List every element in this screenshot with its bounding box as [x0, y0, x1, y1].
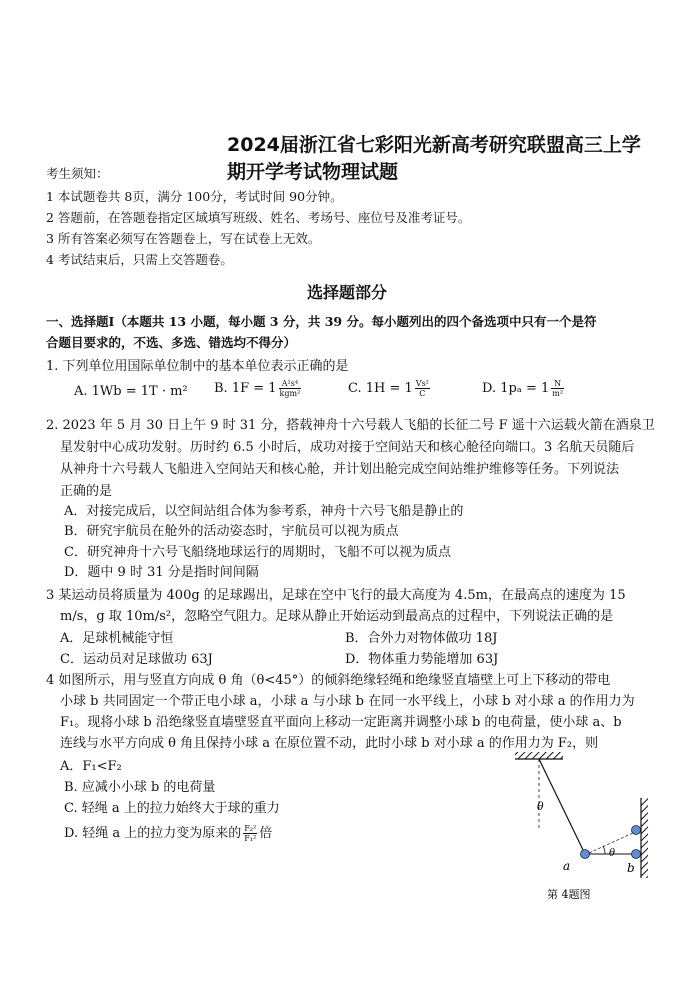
q1-option-b: [214, 379, 303, 398]
q4-stem: F₁。现将小球 b 沿绝缘竖直墙壁竖直平面向上移动一定距离并调整小球 b 的电荷量，使小球 a、b: [60, 715, 622, 730]
q4-option-d-suffix: 倍: [259, 826, 273, 841]
fraction-numerator: A²s⁴: [279, 379, 302, 389]
part1-instructions: 一、选择题Ⅰ（本题共 13 小题，每小题 3 分，共 39 分。每小题列出的四个备选项中只有一个是符: [46, 314, 597, 329]
q1-option-b-fraction: [279, 379, 302, 398]
q1-option-a-text: A. 1Wb = 1T · m²: [74, 384, 188, 399]
ball-a-label: a: [563, 859, 571, 873]
q3-option-a: A．足球机械能守恒: [60, 631, 174, 646]
q4-option-d-fraction: [243, 824, 257, 843]
q4-option-a: A．F₁<F₂: [60, 759, 122, 774]
q4-option-d-text: D. 轻绳 a 上的拉力变为原来的: [64, 826, 242, 841]
q1-option-b-text: B. 1F = 1: [214, 381, 277, 396]
notice-item: 2 答题前，在答题卷指定区域填写班级、姓名、考场号、座位号及准考证号。: [46, 210, 471, 225]
q1-option-a: [74, 384, 188, 399]
q2-stem: 星发射中心成功发射。历时约 6.5 小时后，成功对接于空间站天和核心舱径向端口。3 名航天员随后: [60, 440, 635, 455]
q3-stem: 3 某运动员将质量为 400g 的足球踢出，足球在空中飞行的最大高度为 4.5m，在最高点的速度为 15: [46, 588, 626, 603]
q1-option-c-text: C. 1H = 1: [348, 381, 413, 396]
ceiling-hatch: [515, 752, 563, 759]
figure-caption: 第 4题图: [547, 888, 591, 901]
q2-option-c: C．研究神舟十六号飞船绕地球运行的周期时，飞船不可以视为质点: [64, 545, 451, 560]
fraction-numerator: F₂²: [244, 824, 257, 833]
q4-stem: 小球 b 共同固定一个带正电小球 a，小球 a 与小球 b 在同一水平线上，小球 b 对小球 a 的作用力为: [60, 694, 635, 709]
q4-option-b: B. 应减小小球 b 的电荷量: [64, 780, 216, 795]
q4-option-d: [64, 822, 272, 843]
notice-item: 1 本试题卷共 8页，满分 100分，考试时间 90分钟。: [46, 189, 343, 204]
q4-figure: [505, 750, 665, 905]
q3-option-c: C．运动员对足球做功 63J: [60, 652, 213, 667]
q1-option-d-text: D. 1pₐ = 1: [482, 381, 550, 396]
exam-title-line2: 期开学考试物理试题: [227, 161, 399, 183]
q2-stem: 2. 2023 年 5 月 30 日上午 9 时 31 分，搭载神舟十六号载人飞船的长征二号 F 遥十六运载火箭在酒泉卫: [46, 418, 655, 433]
fraction-denominator: kgm²: [279, 389, 301, 398]
theta-arc: [603, 846, 605, 854]
q2-stem: 正确的是: [60, 484, 113, 499]
q1-option-c-fraction: [415, 379, 430, 398]
q2-option-b: B．研究宇航员在舱外的活动姿态时，宇航员可以视为质点: [64, 524, 399, 539]
theta-label-bottom: θ: [609, 848, 616, 859]
notice-item: 3 所有答案必须写在答题卷上，写在试卷上无效。: [46, 231, 321, 246]
ball-b-label: b: [627, 861, 635, 875]
fraction-numerator: Vs²: [415, 379, 429, 388]
q1-option-c: [348, 379, 432, 398]
part1-instructions: 合题目要求的，不选、多选、错选均不得分）: [46, 335, 297, 350]
q3-option-d: D．物体重力势能增加 63J: [345, 652, 499, 667]
notice-item: 4 考试结束后，只需上交答题卷。: [46, 252, 233, 267]
notice-heading: 考生须知：: [46, 166, 109, 181]
rope-line: [539, 759, 585, 854]
fraction-denominator: F₁²: [244, 834, 257, 843]
q1-option-d-fraction: [551, 379, 564, 398]
q3-stem: m/s，g 取 10m/s²，忽略空气阻力。足球从静止开始运动到最高点的过程中，下列说法正确的是: [60, 609, 614, 624]
q3-option-b: B．合外力对物体做功 18J: [345, 631, 498, 646]
fraction-denominator: C: [419, 389, 426, 398]
section-title: 选择题部分: [307, 283, 388, 302]
theta-label-top: θ: [537, 800, 544, 813]
exam-title-line1: 2024届浙江省七彩阳光新高考研究联盟高三上学: [227, 134, 641, 156]
q1-stem: 1. 下列单位用国际单位制中的基本单位表示正确的是: [46, 359, 349, 374]
q4-option-c: C. 轻绳 a 上的拉力始终大于球的重力: [64, 801, 280, 816]
fraction-numerator: N: [551, 379, 564, 389]
q2-option-a: A．对接完成后，以空间站组合体为参考系，神舟十六号飞船是静止的: [64, 504, 464, 519]
fraction-denominator: m²: [552, 389, 564, 398]
wall-hatch: [641, 798, 648, 878]
ball-b-upper: [632, 826, 641, 835]
ball-b: [632, 850, 641, 859]
q4-stem: 连线与水平方向成 θ 角且保持小球 a 在原位置不动，此时小球 b 对小球 a 的作用力为 F₂，则: [60, 736, 599, 751]
ball-a: [581, 850, 590, 859]
q1-option-d: [482, 379, 566, 398]
q4-stem: 4 如图所示，用与竖直方向成 θ 角（θ<45°）的倾斜绝缘轻绳和绝缘竖直墙壁上可上下移动的带电: [46, 673, 611, 688]
q2-stem: 从神舟十六号载人飞船进入空间站天和核心舱，并计划出舱完成空间站维护维修等任务。下列说法: [60, 462, 620, 477]
q2-option-d: D．题中 9 时 31 分是指时间间隔: [64, 565, 259, 580]
